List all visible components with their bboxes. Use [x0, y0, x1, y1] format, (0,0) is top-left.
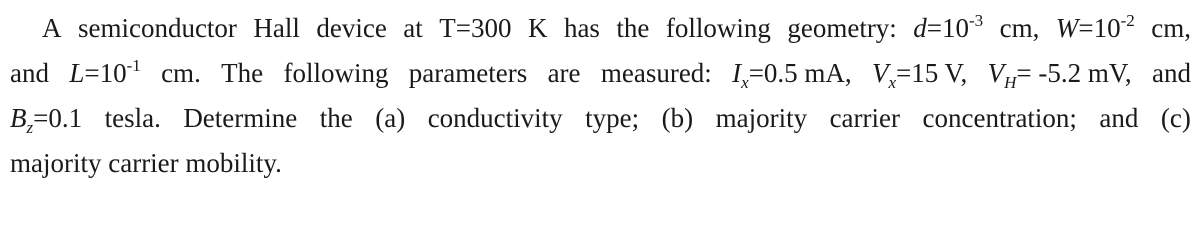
word: are [547, 58, 581, 88]
bz-equation [10, 96, 82, 141]
word: cm. [161, 58, 201, 88]
vh-value: = -5.2 mV, [1016, 58, 1132, 88]
problem-line-1 [10, 6, 1191, 51]
w-exponent: -2 [1120, 11, 1135, 30]
word: has [563, 13, 600, 43]
word: geometry: [787, 13, 897, 43]
word: following [665, 13, 771, 43]
problem-line-2 [10, 51, 1191, 96]
bz-variable: B [10, 103, 27, 133]
l-exponent: -1 [126, 56, 141, 75]
vh-equation [988, 51, 1132, 96]
word: (a) [375, 103, 406, 133]
word: and [1152, 58, 1191, 88]
unit-cm: cm, [1151, 13, 1191, 43]
word: conductivity [427, 103, 563, 133]
word: (b) [661, 103, 694, 133]
l-equation [69, 51, 140, 96]
problem-last-line-text: majority carrier mobility. [10, 148, 282, 178]
d-equation [913, 6, 983, 51]
problem-line-4 [10, 141, 1191, 186]
word: K [527, 13, 548, 43]
problem-line-3 [10, 96, 1191, 141]
word: tesla. [104, 103, 161, 133]
ix-variable: I [732, 58, 742, 88]
vx-subscript: x [888, 73, 897, 92]
l-equals: =10 [84, 58, 127, 88]
word: and [1099, 103, 1139, 133]
word: the [616, 13, 650, 43]
d-exponent: -3 [969, 11, 984, 30]
word: T=300 [439, 13, 512, 43]
w-equals: =10 [1078, 13, 1121, 43]
word: type; [585, 103, 640, 133]
vx-variable: V [872, 58, 889, 88]
vx-value: =15 V, [896, 58, 968, 88]
word: A [42, 13, 62, 43]
l-variable: L [69, 58, 85, 88]
word: parameters [408, 58, 528, 88]
d-variable: d [913, 13, 927, 43]
word: Hall [253, 13, 300, 43]
ix-value: =0.5 mA, [748, 58, 852, 88]
word: (c) [1160, 103, 1191, 133]
word: semiconductor [77, 13, 237, 43]
word: Determine [183, 103, 298, 133]
ix-equation [732, 51, 852, 96]
w-variable: W [1055, 13, 1079, 43]
d-equals: =10 [926, 13, 970, 43]
word: majority [715, 103, 808, 133]
word: the [319, 103, 353, 133]
w-equation [1056, 6, 1135, 51]
ix-subscript: x [741, 73, 749, 92]
vh-variable: V [987, 58, 1005, 88]
bz-value: =0.1 [33, 103, 83, 133]
vx-equation [872, 51, 967, 96]
bz-subscript: z [26, 118, 34, 137]
word: measured: [600, 58, 712, 88]
word: carrier [829, 103, 901, 133]
word: at [403, 13, 423, 43]
word: The [221, 58, 264, 88]
word: concentration; [922, 103, 1077, 133]
word: device [316, 13, 387, 43]
vh-subscript: H [1004, 73, 1017, 92]
word: following [283, 58, 389, 88]
word: and [10, 58, 49, 88]
unit-cm: cm, [999, 13, 1040, 43]
